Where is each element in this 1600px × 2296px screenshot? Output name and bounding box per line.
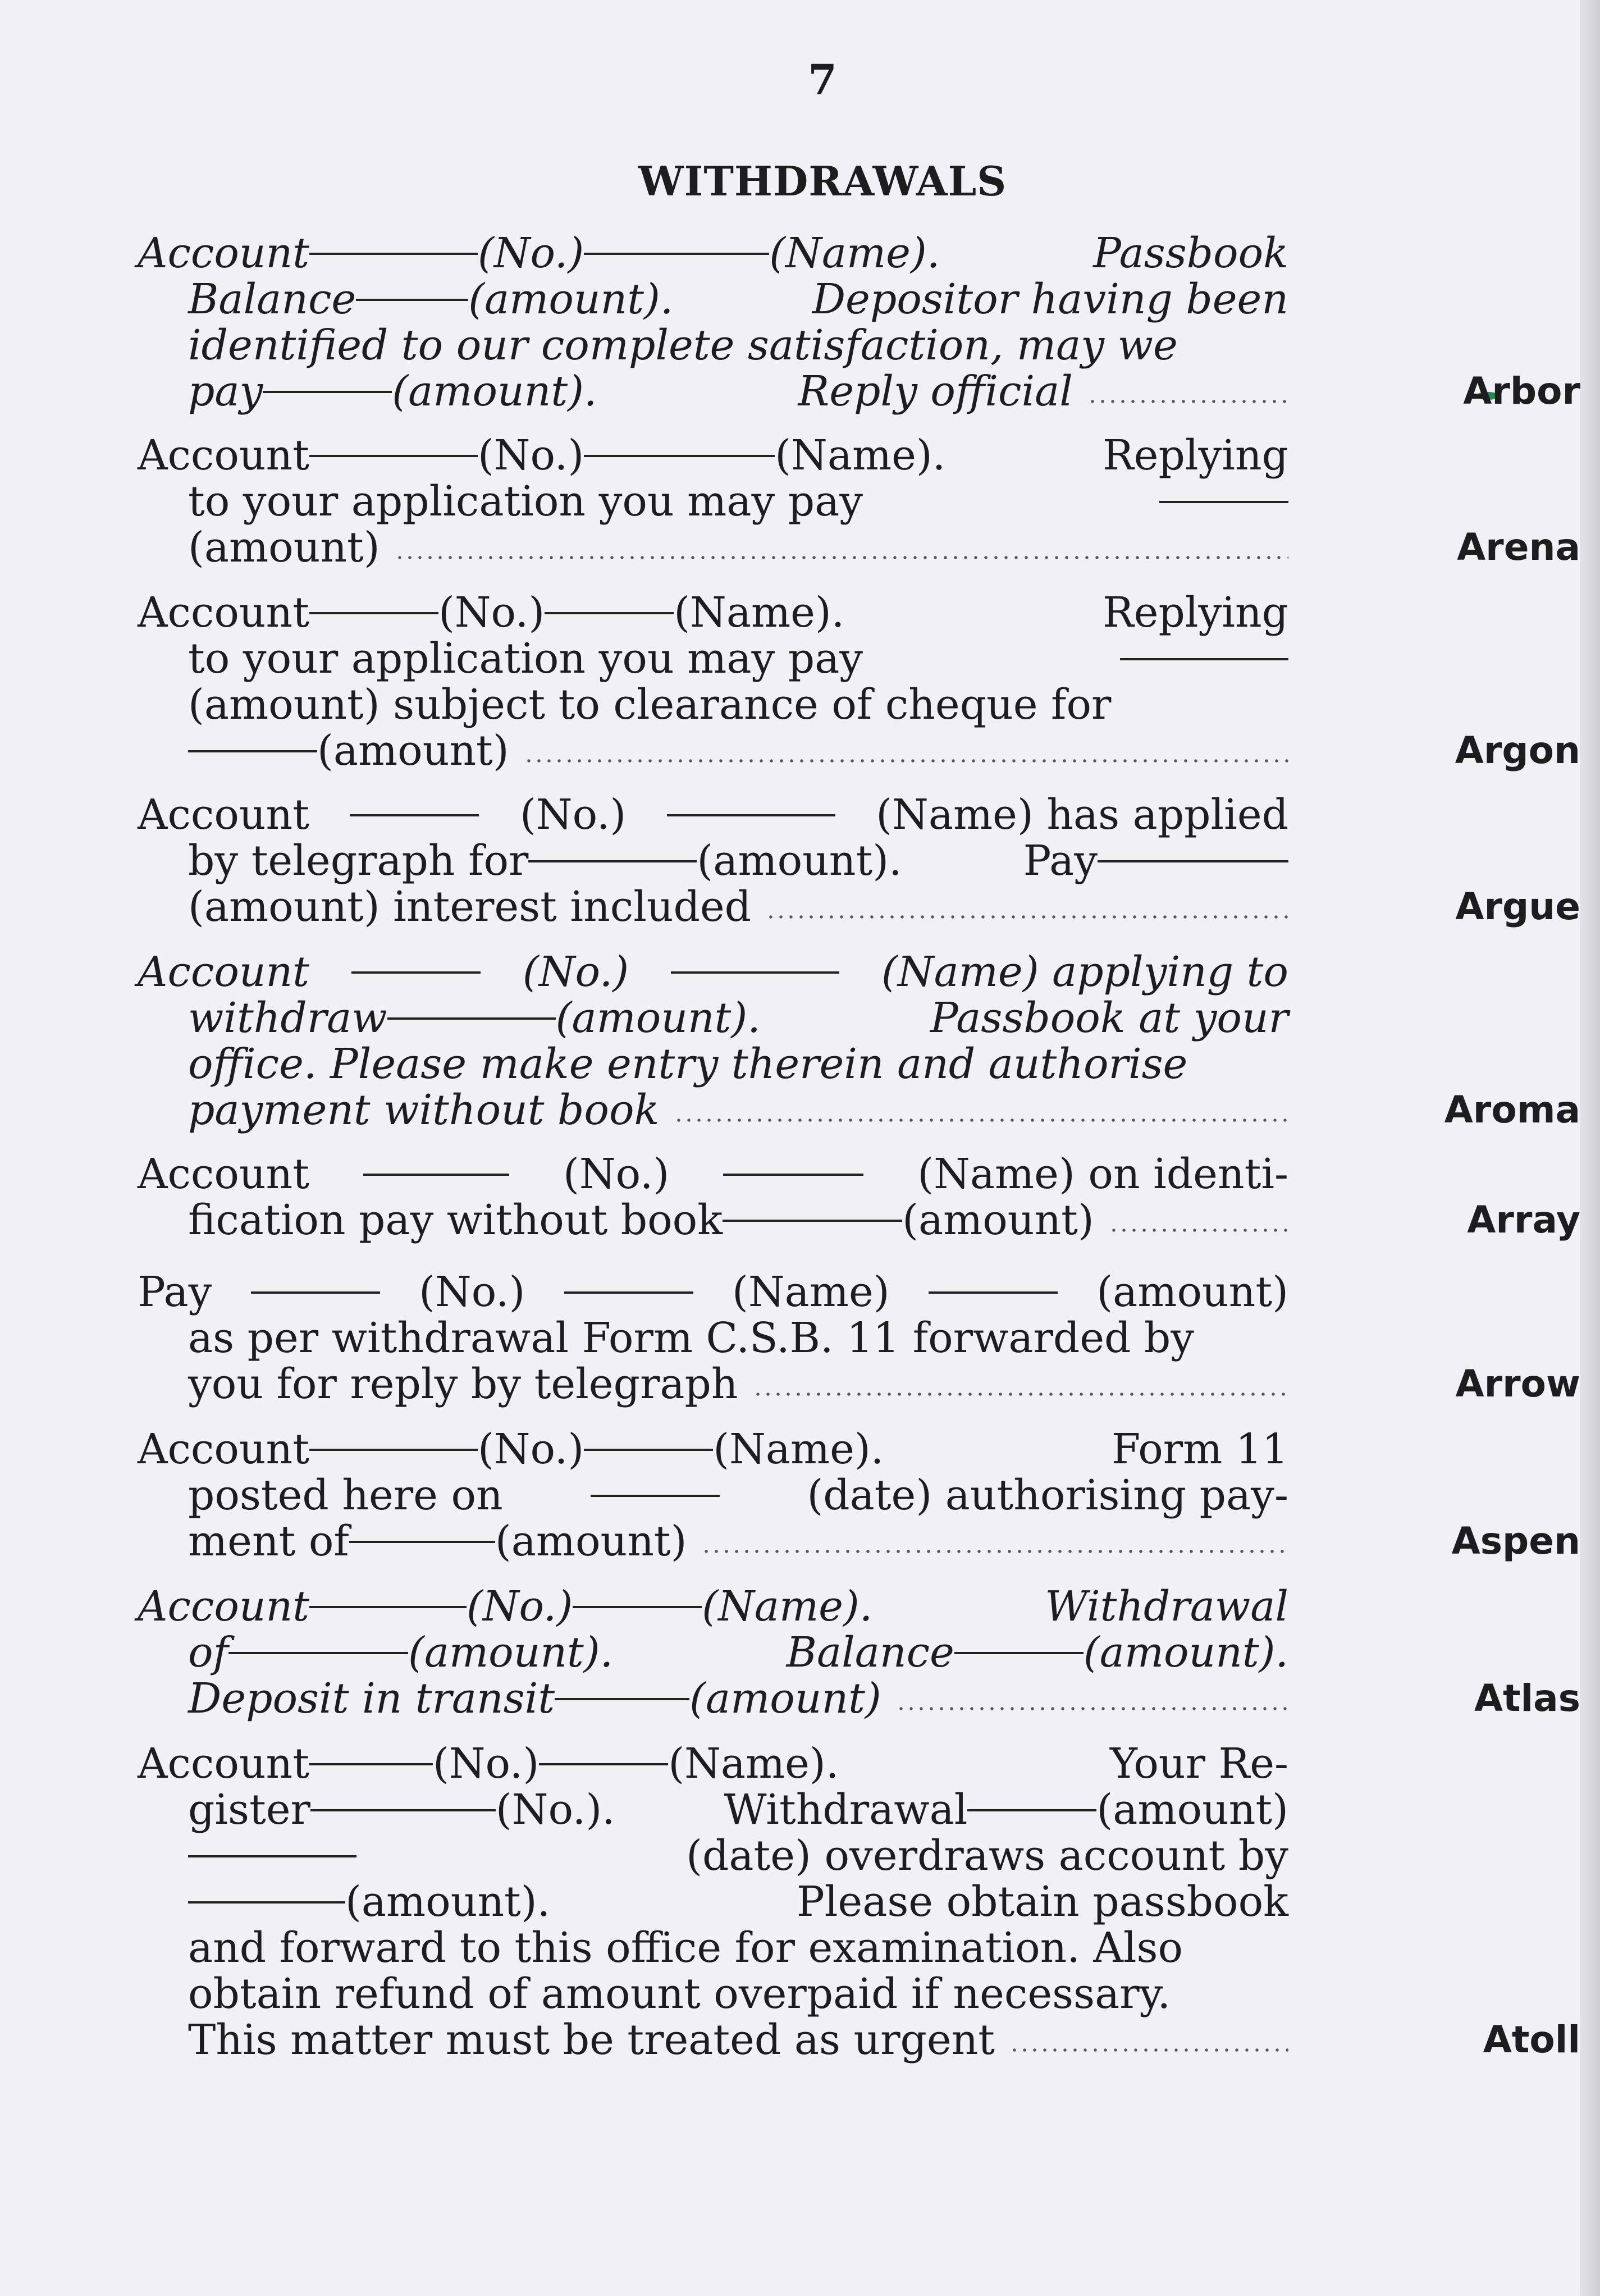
entry-text-fragment: Pay bbox=[138, 1268, 212, 1316]
blank-field bbox=[228, 1652, 408, 1654]
entry-text-fragment: posted here on bbox=[188, 1471, 503, 1519]
blank-field bbox=[591, 1495, 720, 1497]
entry-text-fragment: (No.) bbox=[477, 1425, 584, 1473]
entry-text-fragment: (amount) bbox=[495, 1517, 687, 1565]
entry-text-fragment: (Name). bbox=[668, 1740, 839, 1788]
code-word: Argon bbox=[1455, 729, 1580, 772]
entry-arena bbox=[138, 432, 1580, 570]
blank-field bbox=[363, 1174, 509, 1176]
entry-text-fragment: Form 11 bbox=[1111, 1425, 1288, 1473]
blank-field bbox=[1098, 860, 1288, 862]
blank-field bbox=[188, 1901, 345, 1904]
entry-text-fragment: of bbox=[188, 1628, 228, 1677]
dot-leader bbox=[1009, 2046, 1288, 2055]
entry-line bbox=[138, 322, 1288, 368]
entry-line bbox=[138, 276, 1288, 322]
entry-line bbox=[138, 2017, 1288, 2063]
blank-field bbox=[564, 1291, 693, 1294]
entry-text-fragment: Account bbox=[138, 1150, 309, 1198]
blank-field bbox=[545, 612, 674, 614]
entry-text-fragment: Replying bbox=[1102, 431, 1288, 480]
entry-line bbox=[138, 792, 1288, 838]
entry-text-fragment: Passbook bbox=[1093, 229, 1288, 277]
blank-field bbox=[350, 814, 479, 816]
entry-array bbox=[138, 1151, 1580, 1243]
code-word: Arbor bbox=[1463, 369, 1580, 413]
blank-field bbox=[539, 1763, 668, 1765]
entry-text bbox=[138, 230, 1288, 414]
entry-text bbox=[138, 1269, 1288, 1407]
entry-text-fragment: (No.) bbox=[466, 1582, 573, 1631]
entry-text-fragment: Depositor having been bbox=[812, 275, 1288, 323]
entry-text-fragment: Passbook at your bbox=[930, 994, 1288, 1042]
entry-text-fragment: (amount). bbox=[555, 994, 761, 1042]
entry-line bbox=[138, 636, 1288, 682]
entry-line bbox=[138, 1971, 1288, 2017]
blank-field bbox=[309, 1606, 467, 1608]
entry-line bbox=[138, 368, 1288, 414]
entry-text-fragment: you for reply by telegraph bbox=[188, 1360, 738, 1408]
entry-text-fragment: (No.) bbox=[563, 1150, 670, 1198]
entry-text-fragment: ment of bbox=[188, 1517, 349, 1565]
dot-leader bbox=[524, 756, 1288, 765]
entry-line bbox=[138, 1197, 1288, 1243]
entry-text-fragment: Account bbox=[138, 431, 309, 480]
entry-line bbox=[138, 230, 1288, 276]
entry-text-fragment: Withdrawal bbox=[724, 1786, 968, 1834]
entry-text-fragment: Account bbox=[138, 948, 309, 996]
entry-line bbox=[138, 1361, 1288, 1407]
dot-leader bbox=[753, 1390, 1289, 1399]
entry-text-fragment: (amount). bbox=[408, 1628, 614, 1677]
entry-line bbox=[138, 949, 1288, 995]
entry-text-fragment: Replying bbox=[1102, 588, 1288, 637]
blank-field bbox=[1159, 501, 1288, 503]
entry-line bbox=[138, 1583, 1288, 1629]
entry-aroma bbox=[138, 949, 1580, 1133]
entry-text-fragment: (amount) bbox=[188, 523, 380, 572]
blank-field bbox=[309, 1449, 478, 1451]
entry-line bbox=[138, 478, 1288, 524]
entry-aspen bbox=[138, 1426, 1580, 1564]
entry-text-fragment: by telegraph for bbox=[188, 837, 529, 885]
entry-line bbox=[138, 1676, 1288, 1722]
entry-text-fragment: as per withdrawal Form C.S.B. 11 forwarded by bbox=[188, 1314, 1195, 1362]
entry-text-fragment: (No.) bbox=[432, 1740, 540, 1788]
blank-field bbox=[188, 1855, 356, 1857]
entry-text-fragment: (Name). bbox=[702, 1582, 873, 1631]
entry-text-fragment: (No.) bbox=[438, 588, 545, 637]
entry-text-fragment: (amount) bbox=[902, 1196, 1094, 1244]
entry-text-fragment: Account bbox=[138, 588, 309, 637]
entry-text bbox=[138, 590, 1288, 774]
entry-text-fragment: (No.) bbox=[522, 948, 629, 996]
entry-text-fragment: (amount) bbox=[1096, 1268, 1288, 1316]
blank-field bbox=[1120, 658, 1288, 660]
blank-field bbox=[263, 391, 392, 393]
blank-field bbox=[584, 455, 775, 457]
page-spine-shadow bbox=[1580, 0, 1600, 2296]
code-word: Aspen bbox=[1451, 1519, 1580, 1563]
entry-text-fragment: (date) authorising pay- bbox=[807, 1471, 1288, 1519]
entry-line bbox=[138, 1741, 1288, 1787]
entry-line bbox=[138, 1787, 1288, 1833]
blank-field bbox=[573, 1606, 702, 1608]
code-word: Arena bbox=[1457, 526, 1580, 569]
entry-text-fragment: This matter must be treated as urgent bbox=[188, 2016, 995, 2064]
entry-text-fragment: fication pay without book bbox=[188, 1196, 723, 1244]
code-word: Aroma bbox=[1444, 1088, 1580, 1131]
entry-text-fragment: (No.) bbox=[477, 229, 584, 277]
entry-text-fragment: (amount) interest included bbox=[188, 883, 752, 931]
entry-text-fragment: obtain refund of amount overpaid if necessary. bbox=[188, 1970, 1171, 2018]
entry-text-fragment: (Name). bbox=[775, 431, 946, 480]
entry-text-fragment: (amount). bbox=[697, 837, 902, 885]
blank-field bbox=[251, 1291, 380, 1294]
entry-line bbox=[138, 1087, 1288, 1133]
blank-field bbox=[929, 1291, 1058, 1294]
entry-text-fragment: Pay bbox=[1023, 837, 1098, 885]
section-title: WITHDRAWALS bbox=[638, 157, 1007, 205]
entry-arbor bbox=[138, 230, 1580, 414]
code-word: Argue bbox=[1455, 885, 1580, 928]
entry-atlas bbox=[138, 1583, 1580, 1722]
entry-text-fragment: (amount). bbox=[392, 367, 597, 416]
entry-text-fragment: payment without book bbox=[188, 1086, 660, 1134]
entry-text-fragment: (No.). bbox=[495, 1786, 615, 1834]
blank-field bbox=[555, 1698, 689, 1700]
dot-leader bbox=[896, 1704, 1288, 1713]
blank-field bbox=[954, 1652, 1084, 1654]
blank-field bbox=[528, 860, 697, 862]
entry-text-fragment: Balance bbox=[188, 275, 356, 323]
entry-text-fragment: Deposit in transit bbox=[188, 1674, 555, 1723]
blank-field bbox=[351, 971, 481, 974]
entry-line bbox=[138, 682, 1288, 728]
entry-line bbox=[138, 1879, 1288, 1925]
blank-field bbox=[309, 455, 478, 457]
blank-field bbox=[356, 299, 468, 301]
entry-text-fragment: (amount) bbox=[1096, 1786, 1288, 1834]
entry-text bbox=[138, 792, 1288, 930]
entry-text-fragment: Account bbox=[138, 1740, 309, 1788]
code-word: Atoll bbox=[1483, 2018, 1580, 2061]
dot-leader bbox=[1109, 1226, 1288, 1235]
dot-leader bbox=[674, 1116, 1288, 1125]
entry-argue bbox=[138, 792, 1580, 930]
entry-line bbox=[138, 1629, 1288, 1676]
entry-text-fragment: (Name) bbox=[732, 1268, 890, 1316]
entry-line bbox=[138, 1151, 1288, 1197]
entry-text-fragment: (Name). bbox=[769, 229, 940, 277]
entry-text-fragment: (No.) bbox=[477, 431, 584, 480]
blank-field bbox=[584, 253, 769, 255]
entry-text-fragment: (date) overdraws account by bbox=[686, 1832, 1288, 1880]
entry-line bbox=[138, 590, 1288, 636]
entry-line bbox=[138, 432, 1288, 478]
dot-leader bbox=[766, 912, 1288, 921]
entry-line bbox=[138, 1472, 1288, 1518]
blank-field bbox=[309, 253, 478, 255]
code-word: Arrow bbox=[1455, 1362, 1580, 1405]
code-word: Array bbox=[1467, 1198, 1580, 1241]
entry-text-fragment: (amount) subject to clearance of cheque for bbox=[188, 681, 1112, 729]
dot-leader bbox=[701, 1547, 1288, 1556]
entry-line bbox=[138, 1925, 1288, 1971]
entry-text-fragment: Withdrawal bbox=[1045, 1582, 1288, 1631]
entry-text-fragment: to your application you may pay bbox=[188, 477, 863, 526]
dot-leader bbox=[395, 553, 1288, 562]
entry-text bbox=[138, 1151, 1288, 1243]
entry-text-fragment: Account bbox=[138, 791, 309, 839]
entry-text-fragment: (Name) applying to bbox=[881, 948, 1288, 996]
entry-text-fragment: pay bbox=[188, 367, 263, 416]
entry-text-fragment: (No.) bbox=[519, 791, 627, 839]
entry-text-fragment: (amount). bbox=[345, 1878, 551, 1926]
blank-field bbox=[188, 750, 317, 752]
entry-text-fragment: Account bbox=[138, 1582, 309, 1631]
entry-text bbox=[138, 1583, 1288, 1722]
entry-line bbox=[138, 838, 1288, 884]
blank-field bbox=[671, 971, 839, 974]
entry-line bbox=[138, 995, 1288, 1041]
blank-field bbox=[584, 1449, 713, 1451]
entry-text-fragment: (No.) bbox=[419, 1268, 525, 1316]
entry-text-fragment: withdraw bbox=[188, 994, 387, 1042]
entry-argon bbox=[138, 590, 1580, 774]
entry-text-fragment: (Name) on identi- bbox=[917, 1150, 1288, 1198]
entry-text-fragment: Reply official bbox=[798, 367, 1073, 416]
entry-text bbox=[138, 1741, 1288, 2063]
entry-text-fragment: (amount) bbox=[689, 1674, 881, 1723]
entry-text-fragment: to your application you may pay bbox=[188, 635, 863, 683]
entry-line bbox=[138, 1041, 1288, 1087]
entry-text-fragment: identified to our complete satisfaction, may we bbox=[188, 321, 1178, 369]
entry-text-fragment: (Name). bbox=[674, 588, 845, 637]
code-word: Atlas bbox=[1474, 1677, 1580, 1720]
blank-field bbox=[667, 814, 835, 816]
entry-text-fragment: Please obtain passbook bbox=[796, 1878, 1288, 1926]
blank-field bbox=[349, 1541, 495, 1543]
entry-text-fragment: Balance bbox=[786, 1628, 954, 1677]
entry-line bbox=[138, 1315, 1288, 1361]
entry-line bbox=[138, 1269, 1288, 1315]
entry-text-fragment: (Name) has applied bbox=[876, 791, 1288, 839]
entry-line bbox=[138, 884, 1288, 930]
blank-field bbox=[387, 1017, 556, 1020]
blank-field bbox=[309, 1763, 433, 1765]
entry-text bbox=[138, 949, 1288, 1133]
entry-text bbox=[138, 1426, 1288, 1564]
entry-text-fragment: Your Re- bbox=[1109, 1740, 1288, 1788]
entry-line bbox=[138, 1833, 1288, 1879]
entry-text-fragment: (amount). bbox=[1083, 1628, 1288, 1677]
entry-text-fragment: gister bbox=[188, 1786, 310, 1834]
entry-line bbox=[138, 728, 1288, 774]
blank-field bbox=[310, 1809, 496, 1811]
entry-line bbox=[138, 1426, 1288, 1472]
dot-leader bbox=[1087, 397, 1288, 406]
entry-arrow bbox=[138, 1269, 1580, 1407]
page-number: 7 bbox=[808, 56, 837, 104]
entry-text-fragment: and forward to this office for examination. Also bbox=[188, 1924, 1183, 1972]
entry-text bbox=[138, 432, 1288, 570]
entry-text-fragment: Account bbox=[138, 229, 309, 277]
blank-field bbox=[723, 1174, 863, 1176]
blank-field bbox=[723, 1220, 902, 1222]
entry-text-fragment: (Name). bbox=[713, 1425, 884, 1473]
blank-field bbox=[309, 612, 438, 614]
entry-text-fragment: office. Please make entry therein and authorise bbox=[188, 1040, 1188, 1088]
entry-text-fragment: (amount) bbox=[317, 727, 509, 775]
entry-text-fragment: Account bbox=[138, 1425, 309, 1473]
entry-atoll bbox=[138, 1741, 1580, 2063]
entry-text-fragment: (amount). bbox=[468, 275, 674, 323]
entry-line bbox=[138, 1518, 1288, 1564]
blank-field bbox=[967, 1809, 1096, 1811]
entry-line bbox=[138, 524, 1288, 570]
